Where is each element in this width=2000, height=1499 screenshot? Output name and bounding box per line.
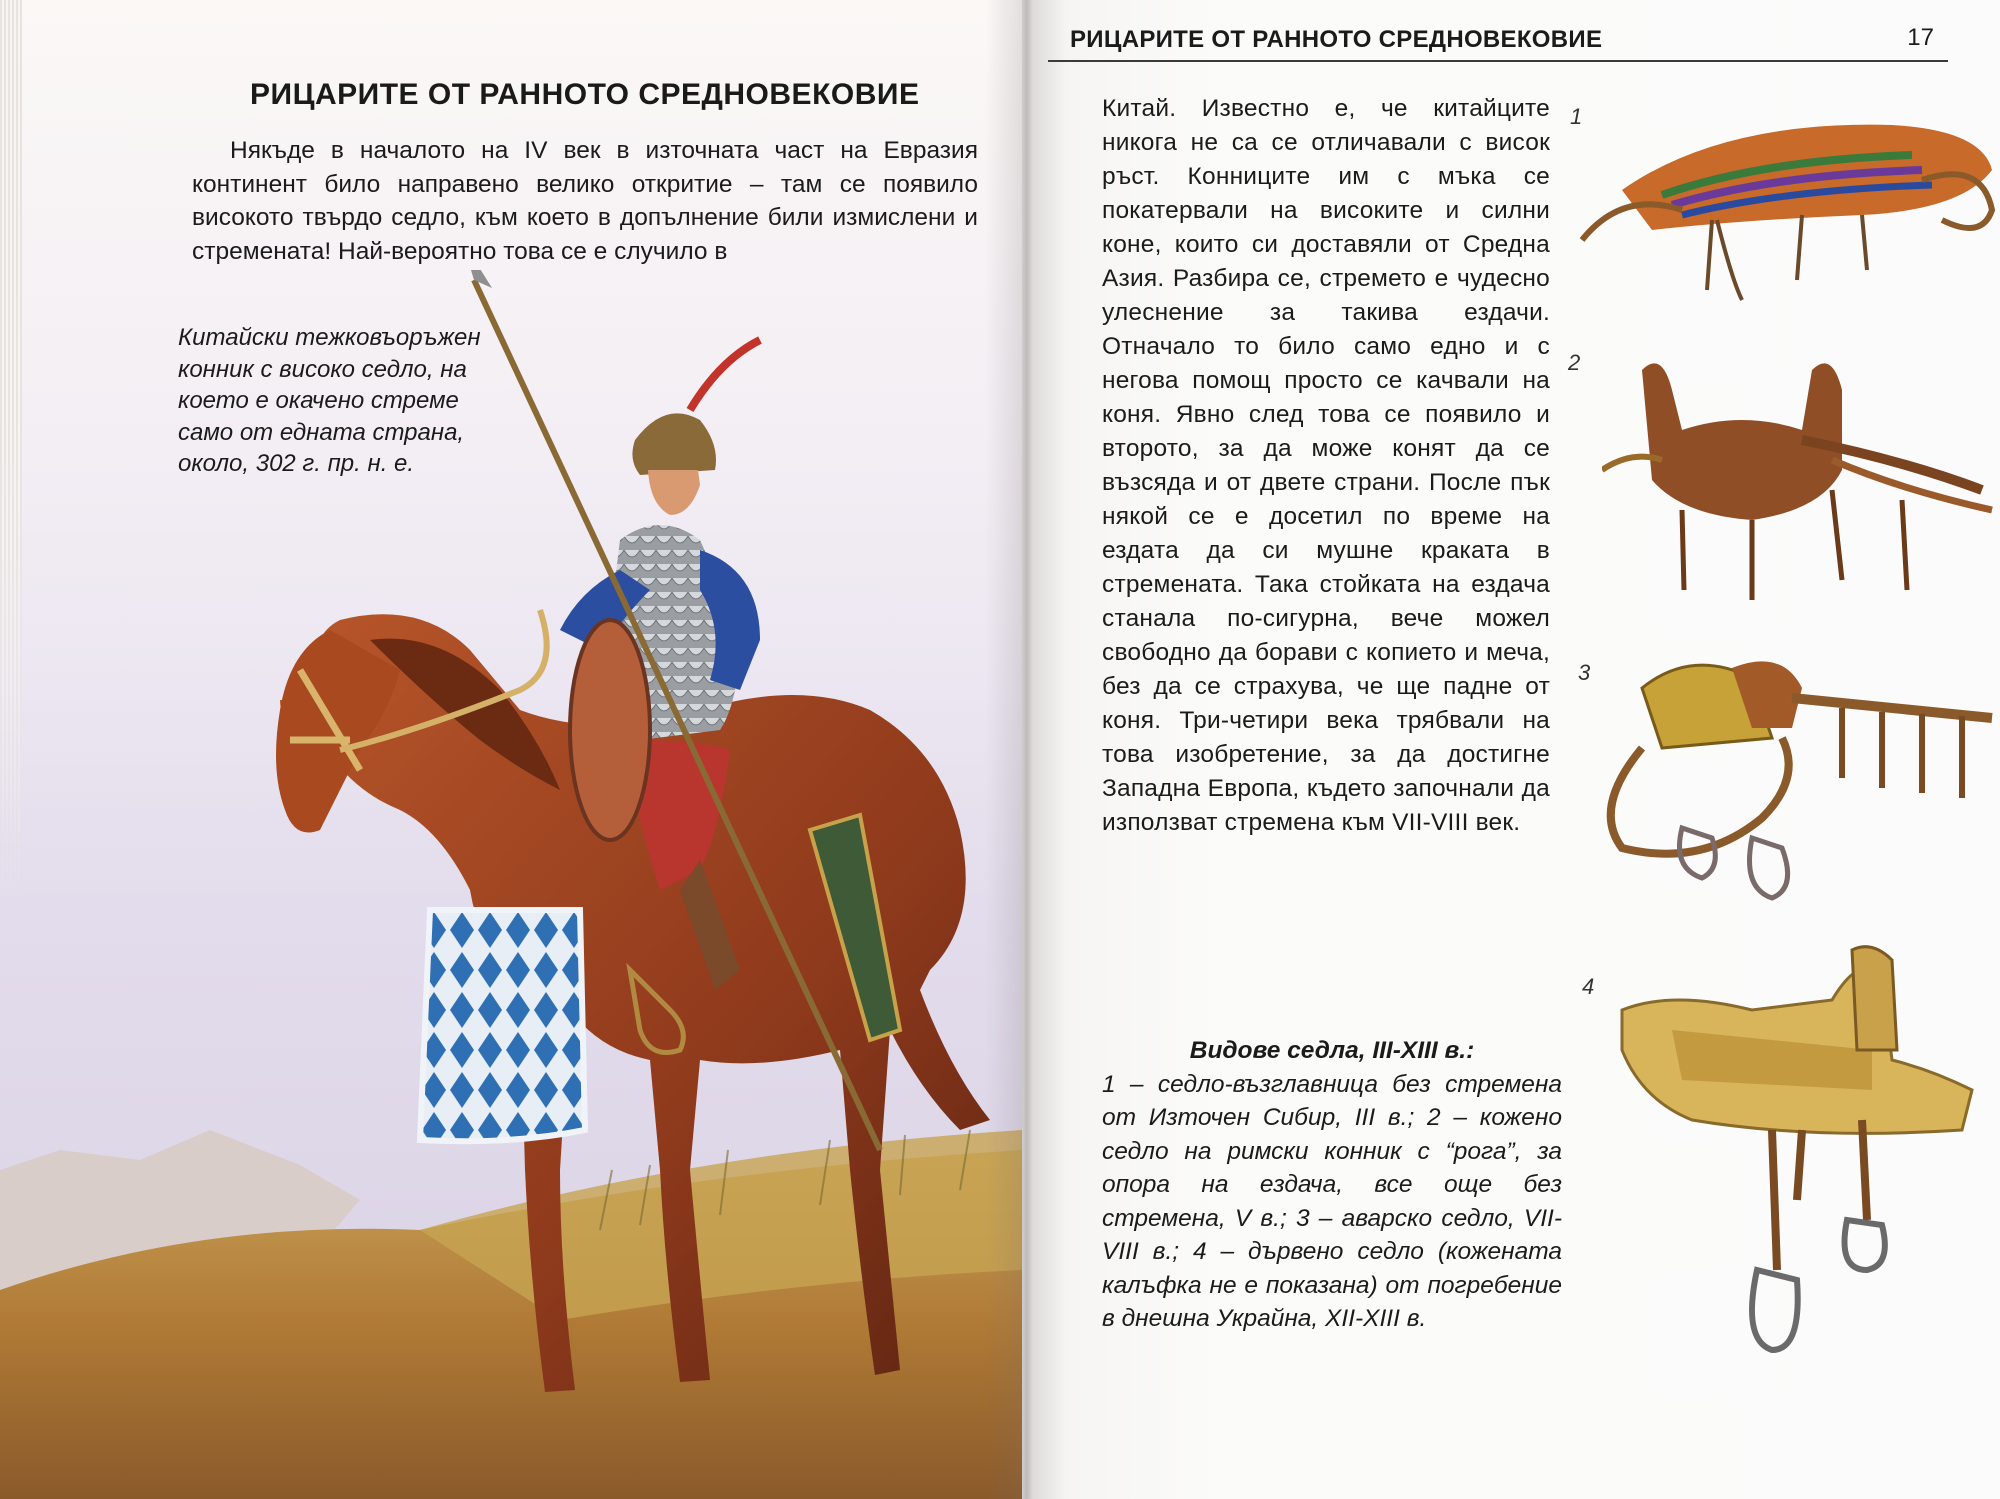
intro-paragraph: Някъде в началото на IV век в източната част на Евразия континент било направено велико откритие – там се появило високото твърдо седло, към което в допълнение били измислени и стремената! Най-вероятно това се е случило в [192,137,978,265]
saddle-number-2: 2 [1568,350,1581,375]
saddle-2-image [1602,350,2000,610]
horseman-illustration [0,270,1022,1499]
saddle-caption [1102,1034,1562,1336]
saddle-number-4: 4 [1582,974,1595,999]
page-number: 17 [1907,24,1934,51]
saddle-caption-text: 1 – седло-възглавница без стремена от Източен Сибир, III в.; 2 – кожено седло на римски конник с “рога”, за опора на ездача, все още без стремена, V в.; 3 – аварско седло, VII-VIII в.; 4 – дървено седло (кожената калъфка не е показана) от погребение в днешна Украйна, XII-XIII в. [1102,1070,1562,1332]
saddle-3-image [1582,648,2000,908]
right-page [1022,0,2000,1499]
running-head [1048,22,1948,62]
running-head-title: РИЦАРИТЕ ОТ РАННОТО СРЕДНОВЕКОВИЕ [1070,26,1603,53]
saddle-number-3: 3 [1578,660,1591,685]
body-paragraph: Китай. Известно е, че китайците никога не са се отличавали с висок ръст. Конниците им с мъка се покатервали на високите и силни коне, които си доставяли от Средна Азия. Разбира се, стремето е чудесно улеснение за такива ездачи. Отначало то било само едно и с негова помощ просто се качвали на коня. Явно след това се появило и второто, за да може конят да се възсяда и от двете страни. После пък някой се е досетил по време на ездата да си мушне краката в стремената. Така стойката на ездача станала по-сигурна, вече можел свободно да борави с копието и меча, без да се страхува, че ще падне от коня. Три-четири века трябвали на това изобретение, за да достигне Западна Европа, където започнали да използват стремена към VII-VIII век. [1102,95,1550,836]
chapter-title: РИЦАРИТЕ ОТ РАННОТО СРЕДНОВЕКОВИЕ [250,78,920,111]
saddle-caption-title: Видове седла, III-XIII в.: [1189,1037,1475,1064]
saddle-number-1: 1 [1570,104,1583,129]
saddle-1-image [1562,100,2000,310]
illustration-caption: Китайски тежковъоръжен конник с високо седло, на което е окачено стреме само от едната страна, около, 302 г. пр. н. е. [178,324,481,477]
saddle-4-image [1612,940,2000,1390]
